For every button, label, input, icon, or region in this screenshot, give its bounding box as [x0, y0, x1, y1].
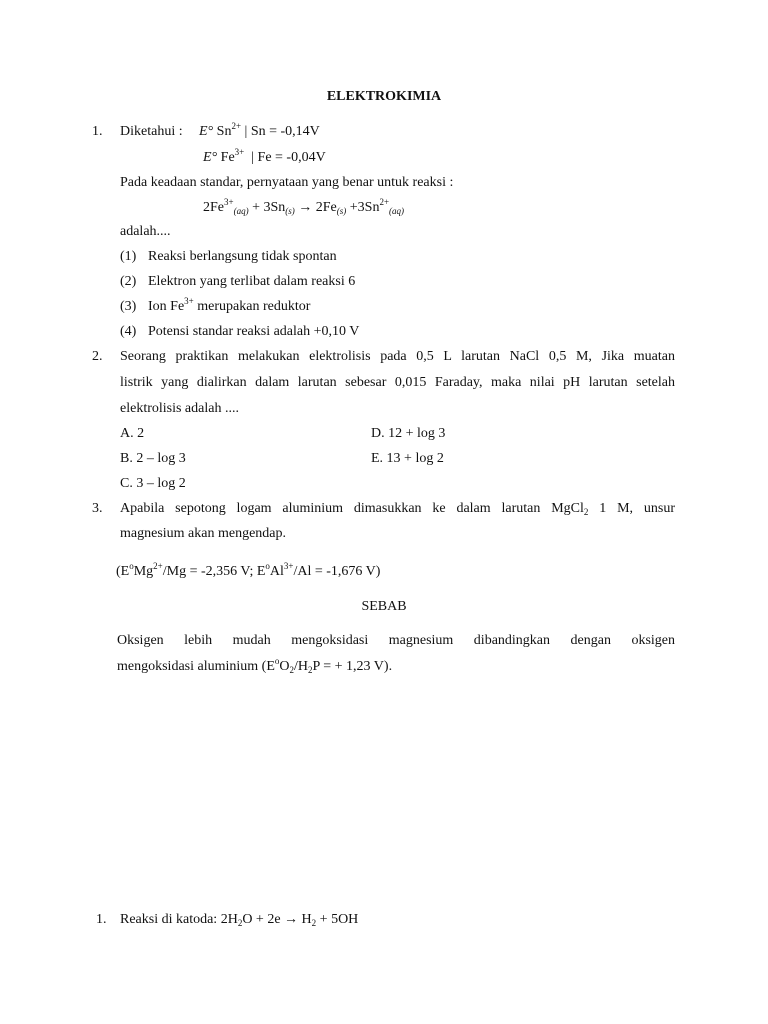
state: (s): [336, 206, 347, 216]
choice-a: A. 2: [120, 426, 145, 441]
charge: 3+: [234, 147, 245, 157]
text-part: O + 2e: [242, 912, 285, 927]
option-text: Elektron yang terlibat dalam reaksi 6: [148, 274, 356, 289]
option-number: (3): [120, 299, 137, 314]
text-part: Apabila sepotong logam aluminium dimasukkan ke dalam larutan MgCl: [120, 501, 584, 516]
potential-symbol: E°: [199, 124, 214, 139]
charge: 2+: [231, 121, 242, 131]
text-part: Mg: [133, 564, 154, 579]
subscript: 2: [311, 918, 317, 928]
state: (aq): [233, 206, 249, 216]
option-number: (1): [120, 249, 137, 264]
option-number: (4): [120, 324, 137, 339]
text-part: (E: [116, 564, 130, 579]
question-3-number: 3.: [92, 501, 103, 516]
question-1-number: 1.: [92, 124, 103, 139]
question-2-line: Seorang praktikan melakukan elektrolisis pada 0,5 L larutan NaCl 0,5 M, Jika muatan: [120, 349, 675, 364]
reaction-equation: [203, 199, 404, 217]
answer-number: 1.: [96, 912, 107, 927]
choice-e: E. 13 + log 2: [371, 451, 444, 466]
text-part: /Mg = -2,356 V; E: [162, 564, 266, 579]
potential-sn: [199, 123, 320, 141]
text-part: /H: [294, 659, 308, 674]
reason-line: [117, 658, 392, 676]
text-part: 1 M, unsur: [588, 501, 675, 516]
potential-fe: [203, 149, 326, 167]
text-part: O: [279, 659, 290, 674]
option-text-part: merupakan reduktor: [193, 299, 311, 314]
species: Sn: [216, 124, 232, 139]
option-text: [148, 298, 310, 316]
question-2-number: 2.: [92, 349, 103, 364]
reason-line: Oksigen lebih mudah mengoksidasi magnesium dibandingkan dengan oksigen: [117, 633, 675, 648]
potential-value: | Fe = -0,04V: [244, 150, 326, 165]
text-part: P = + 1,23 V).: [312, 659, 393, 674]
state: (s): [285, 206, 295, 216]
subscript: 2: [237, 918, 243, 928]
subscript: 2: [289, 665, 294, 675]
subscript: 2: [308, 665, 313, 675]
charge: 3+: [184, 296, 194, 306]
superscript: o: [129, 561, 134, 571]
reactant-sn: + 3Sn: [248, 200, 286, 215]
option-text: Potensi standar reaksi adalah +0,10 V: [148, 324, 360, 339]
potential-symbol: E°: [203, 150, 218, 165]
charge: 3+: [283, 561, 294, 571]
potential-data: [116, 563, 380, 581]
charge: 2+: [153, 561, 163, 571]
reaction-arrow: →: [294, 200, 316, 215]
product-sn: +3Sn: [346, 200, 380, 215]
potential-value: | Sn = -0,14V: [241, 124, 320, 139]
question-3-line: magnesium akan mengendap.: [120, 526, 287, 541]
subscript: 2: [583, 507, 589, 517]
question-1-prompt: Pada keadaan standar, pernyataan yang benar untuk reaksi :: [120, 175, 454, 190]
superscript: o: [265, 561, 270, 571]
reactant-fe: 2Fe: [203, 200, 224, 215]
question-1-adalah: adalah....: [120, 224, 171, 239]
text-part: mengoksidasi aluminium (E: [117, 659, 275, 674]
option-text-part: Ion Fe: [148, 299, 185, 314]
text-part: + 5OH: [316, 912, 359, 927]
sebab-label: SEBAB: [361, 599, 407, 614]
text-part: Al: [269, 564, 284, 579]
text-part: Reaksi di katoda: 2H: [120, 912, 238, 927]
answer-line: [120, 911, 358, 929]
state: (aq): [389, 206, 405, 216]
question-3-line: [120, 500, 675, 518]
question-2-line: listrik yang dialirkan dalam larutan sebesar 0,015 Faraday, maka nilai pH larutan setelah: [120, 375, 675, 390]
option-text: Reaksi berlangsung tidak spontan: [148, 249, 337, 264]
text-part: H: [298, 912, 312, 927]
question-1-given-label: Diketahui :: [120, 124, 183, 139]
reaction-arrow: →: [284, 912, 299, 927]
superscript: o: [274, 656, 280, 666]
species: Fe: [220, 150, 235, 165]
choice-b: B. 2 – log 3: [120, 451, 186, 466]
choice-d: D. 12 + log 3: [371, 426, 446, 441]
choice-c: C. 3 – log 2: [120, 476, 186, 491]
text-part: /Al = -1,676 V): [293, 564, 381, 579]
charge: 2+: [379, 197, 390, 207]
charge: 3+: [224, 197, 234, 207]
option-number: (2): [120, 274, 137, 289]
page-title: ELEKTROKIMIA: [326, 89, 442, 104]
question-2-line: elektrolisis adalah ....: [120, 401, 239, 416]
product-fe: 2Fe: [315, 200, 337, 215]
